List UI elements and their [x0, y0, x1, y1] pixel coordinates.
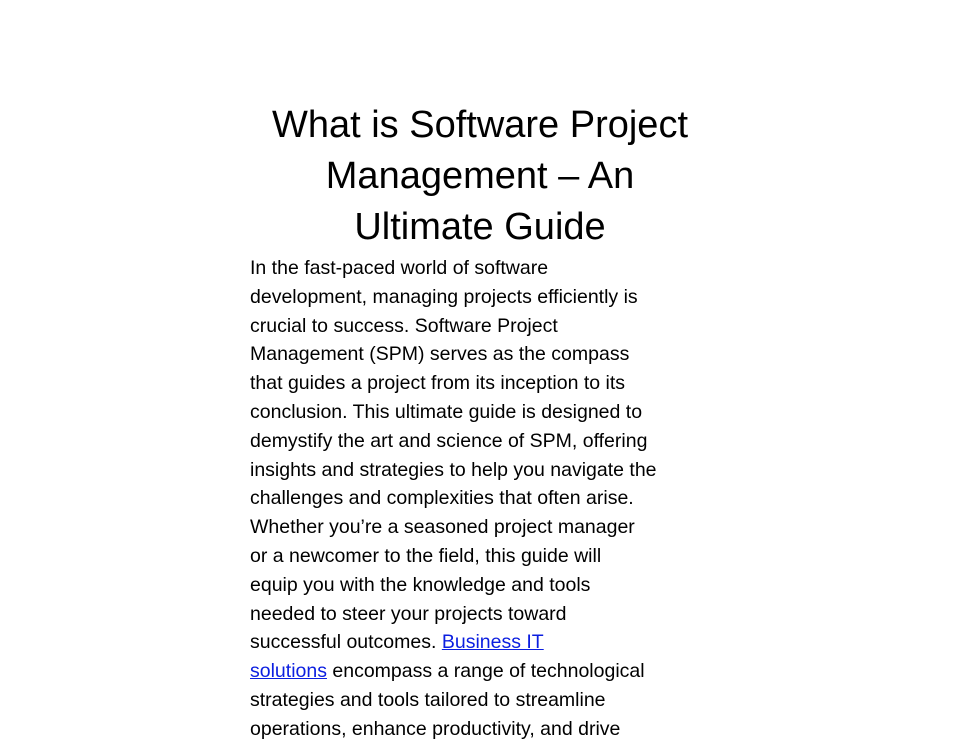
body-line: needed to steer your projects toward: [250, 602, 567, 625]
body-line: crucial to success. Software Project: [250, 314, 558, 337]
body-line: insights and strategies to help you navigate the: [250, 458, 657, 481]
body-text-segment: encompass a range of technological: [326, 660, 645, 683]
business-it-solutions-link[interactable]: Business IT: [441, 631, 544, 654]
body-line: Whether you’re a seasoned project manager: [250, 516, 635, 539]
business-it-solutions-link-continued[interactable]: solutions: [250, 660, 327, 683]
page-title: [240, 100, 720, 253]
body-line: [250, 657, 720, 686]
body-line: [250, 628, 720, 657]
body-line: Management (SPM) serves as the compass: [250, 343, 630, 366]
body-line: operations, enhance productivity, and drive: [250, 717, 621, 740]
body-line: equip you with the knowledge and tools: [250, 573, 591, 596]
body-line: conclusion. This ultimate guide is designed to: [250, 400, 643, 423]
title-line: What is Software Project: [271, 104, 689, 146]
body-line: In the fast-paced world of software: [250, 257, 549, 279]
body-line: demystify the art and science of SPM, offering: [250, 429, 648, 452]
body-line: development, managing projects efficiently is: [250, 285, 638, 308]
body-text-segment: successful outcomes.: [250, 631, 442, 654]
body-line: challenges and complexities that often arise.: [250, 487, 634, 510]
title-line: Ultimate Guide: [354, 206, 606, 248]
body-line: that guides a project from its inception to its: [250, 372, 626, 395]
body-line: strategies and tools tailored to streamline: [250, 688, 606, 711]
title-line: Management – An: [325, 155, 635, 197]
body-line: or a newcomer to the field, this guide will: [250, 544, 602, 567]
body-text: [250, 254, 720, 744]
